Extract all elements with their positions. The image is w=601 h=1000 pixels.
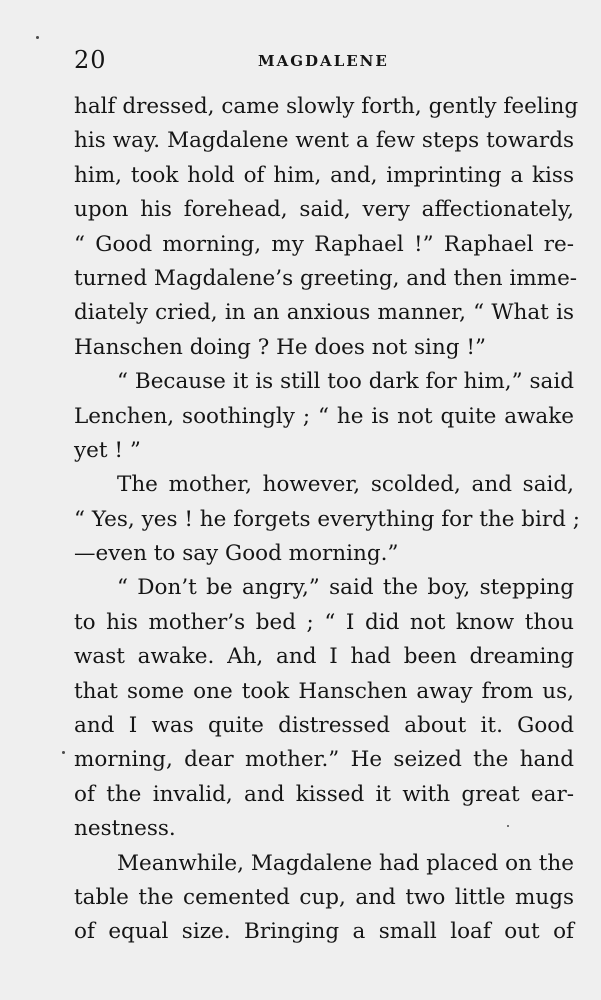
- text-line: Hanschen doing ? He does not sing !”: [74, 334, 486, 360]
- text-line: and I was quite distressed about it. Good: [74, 713, 574, 739]
- text-line: “ Don’t be angry,” said the boy, stepping: [117, 575, 574, 601]
- text-line: —even to say Good morning.”: [74, 541, 399, 567]
- page-header: [74, 44, 584, 80]
- text-line: “ Yes, yes ! he forgets everything for the bird ;: [74, 506, 581, 532]
- text-line: Lenchen, soothingly ; “ he is not quite awake: [74, 403, 574, 429]
- text-line: wast awake. Ah, and I had been dreaming: [74, 644, 574, 670]
- text-line: his way. Magdalene went a few steps towards: [74, 128, 574, 154]
- text-line: morning, dear mother.” He seized the hand: [74, 747, 574, 773]
- page-number: 20: [74, 46, 107, 74]
- text-line: to his mother’s bed ; “ I did not know thou: [74, 609, 574, 635]
- text-line: upon his forehead, said, very affectionately,: [74, 197, 574, 223]
- text-line: The mother, however, scolded, and said,: [117, 472, 574, 498]
- text-line: table the cemented cup, and two little mugs: [74, 884, 574, 910]
- text-line: half dressed, came slowly forth, gently feeling: [74, 94, 579, 119]
- text-line: “ Because it is still too dark for him,” said: [117, 369, 574, 395]
- text-line: nestness.: [74, 816, 176, 842]
- text-line: of the invalid, and kissed it with great ear-: [74, 781, 574, 807]
- ink-speck: [36, 36, 39, 39]
- text-line: him, took hold of him, and, imprinting a kiss: [74, 162, 574, 188]
- text-line: of equal size. Bringing a small loaf out of: [74, 919, 574, 945]
- text-line: Meanwhile, Magdalene had placed on the: [117, 850, 574, 876]
- text-line: turned Magdalene’s greeting, and then imme-: [74, 265, 578, 291]
- text-line: that some one took Hanschen away from us,: [74, 678, 574, 704]
- text-line: yet ! ”: [74, 437, 141, 463]
- text-line: “ Good morning, my Raphael !” Raphael re-: [74, 231, 574, 257]
- text-line: diately cried, in an anxious manner, “ What is: [74, 300, 574, 326]
- running-title: MAGDALENE: [258, 52, 389, 70]
- body-text: [74, 90, 581, 950]
- ink-speck: [62, 751, 65, 754]
